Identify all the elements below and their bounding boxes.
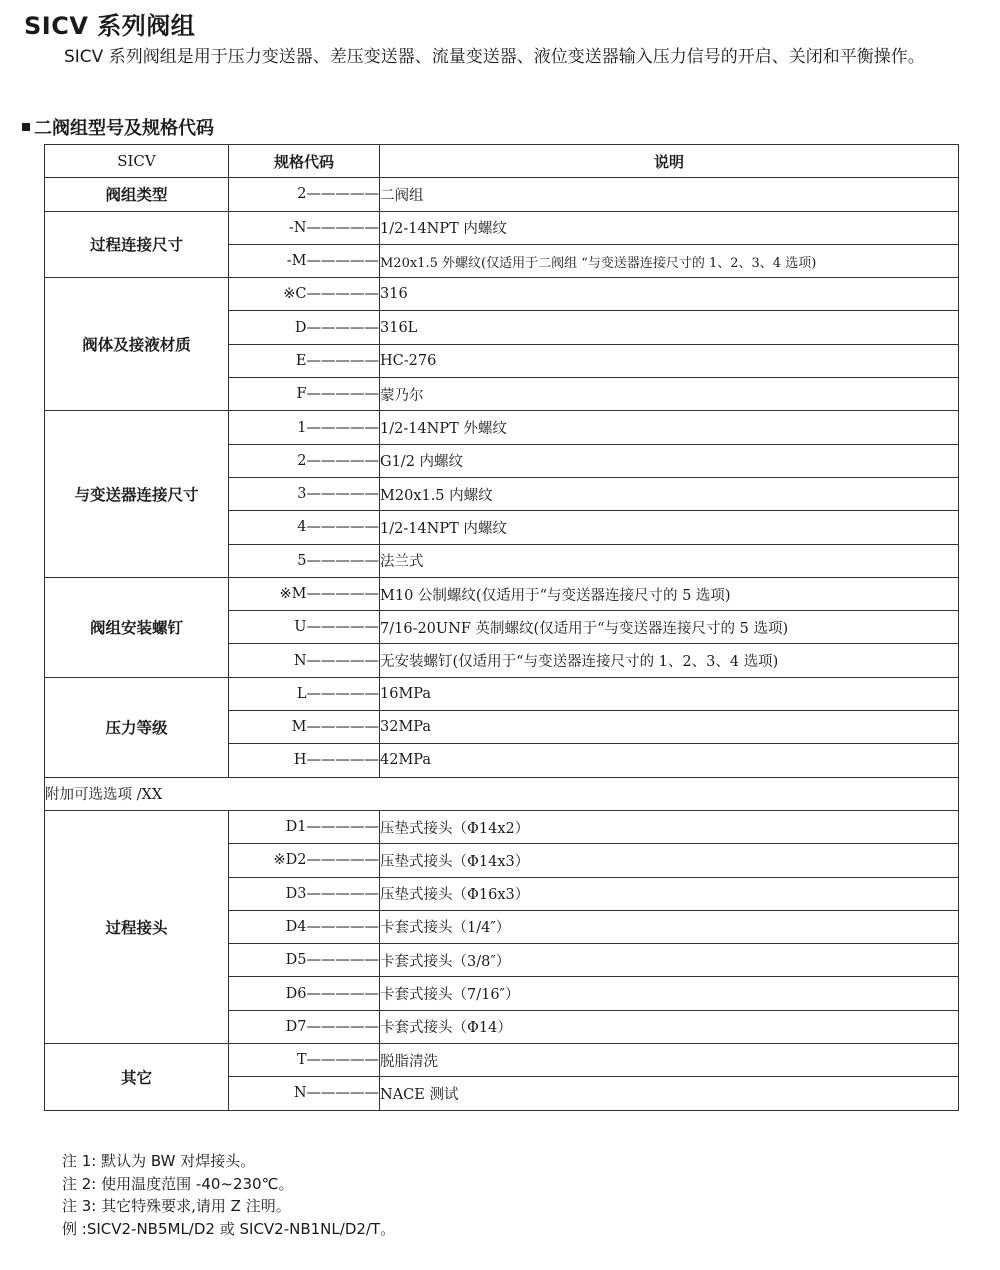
desc-cell: 32MPa [380, 711, 959, 744]
code-cell: 2————— [229, 444, 380, 477]
code-cell: D7————— [229, 1010, 380, 1043]
code-cell: N————— [229, 644, 380, 677]
code-cell: L————— [229, 677, 380, 710]
note-example: 例 :SICV2-NB5ML/D2 或 SICV2-NB1NL/D2/T。 [62, 1219, 396, 1238]
desc-cell: 1/2-14NPT 内螺纹 [380, 211, 959, 244]
spec-table [44, 144, 959, 1111]
group-mounting-screws: 阀组安装螺钉 [45, 577, 229, 677]
group-others: 其它 [45, 1044, 229, 1111]
desc-cell: 42MPa [380, 744, 959, 777]
code-cell: D6————— [229, 977, 380, 1010]
bullet-square-icon [22, 123, 30, 131]
code-cell: 1————— [229, 411, 380, 444]
desc-cell: 压垫式接头（Φ14x2） [380, 810, 959, 843]
desc-cell: NACE 测试 [380, 1077, 959, 1110]
table-row [45, 411, 959, 444]
table-row [45, 178, 959, 211]
code-cell: ※C————— [229, 278, 380, 311]
desc-cell: 1/2-14NPT 外螺纹 [380, 411, 959, 444]
table-row [45, 677, 959, 710]
group-material: 阀体及接液材质 [45, 278, 229, 411]
desc-cell: G1/2 内螺纹 [380, 444, 959, 477]
code-cell: 5————— [229, 544, 380, 577]
page-title: SICV 系列阀组 [24, 12, 196, 40]
table-row [45, 1044, 959, 1077]
table-row [45, 211, 959, 244]
intro-paragraph: SICV 系列阀组是用于压力变送器、差压变送器、流量变送器、液位变送器输入压力信号的开启、关闭和平衡操作。 [64, 47, 925, 67]
group-process-connection: 过程连接尺寸 [45, 211, 229, 278]
desc-cell: 二阀组 [380, 178, 959, 211]
notes-block [62, 1150, 395, 1240]
code-cell: D4————— [229, 910, 380, 943]
table-row [45, 777, 959, 810]
header-description: 说明 [380, 145, 959, 178]
code-cell: H————— [229, 744, 380, 777]
desc-cell: 脱脂清洗 [380, 1044, 959, 1077]
desc-cell: 316 [380, 278, 959, 311]
desc-cell: 无安装螺钉(仅适用于“与变送器连接尺寸的 1、2、3、4 选项) [380, 644, 959, 677]
code-cell: 4————— [229, 511, 380, 544]
code-cell: D————— [229, 311, 380, 344]
desc-cell: 7/16-20UNF 英制螺纹(仅适用于“与变送器连接尺寸的 5 选项) [380, 611, 959, 644]
group-process-fittings: 过程接头 [45, 810, 229, 1043]
code-cell: E————— [229, 344, 380, 377]
table-header-row [45, 145, 959, 178]
desc-cell: 蒙乃尔 [380, 378, 959, 411]
code-cell: D1————— [229, 810, 380, 843]
desc-cell: 法兰式 [380, 544, 959, 577]
note-1: 注 1: 默认为 BW 对焊接头。 [62, 1152, 256, 1170]
desc-cell: M20x1.5 内螺纹 [380, 477, 959, 510]
code-cell: D5————— [229, 944, 380, 977]
header-spec-code: 规格代码 [229, 145, 380, 178]
code-cell: 3————— [229, 477, 380, 510]
code-cell: N————— [229, 1077, 380, 1110]
desc-cell: HC-276 [380, 344, 959, 377]
note-3: 注 3: 其它特殊要求,请用 Z 注明。 [62, 1197, 291, 1215]
code-cell: U————— [229, 611, 380, 644]
desc-cell: 316L [380, 311, 959, 344]
header-sicv: SICV [45, 145, 229, 178]
code-cell: F————— [229, 378, 380, 411]
code-cell: ※M————— [229, 577, 380, 610]
section-title-text: 二阀组型号及规格代码 [34, 118, 214, 139]
desc-cell: 16MPa [380, 677, 959, 710]
code-cell: ※D2————— [229, 844, 380, 877]
desc-cell: M10 公制螺纹(仅适用于“与变送器连接尺寸的 5 选项) [380, 577, 959, 610]
desc-cell: M20x1.5 外螺纹(仅适用于二阀组 “与变送器连接尺寸的 1、2、3、4 选项) [380, 244, 959, 277]
code-cell: -M————— [229, 244, 380, 277]
code-cell: T————— [229, 1044, 380, 1077]
table-row [45, 278, 959, 311]
code-cell: -N————— [229, 211, 380, 244]
group-pressure-rating: 压力等级 [45, 677, 229, 777]
desc-cell: 卡套式接头（3/8″） [380, 944, 959, 977]
note-2: 注 2: 使用温度范围 -40~230℃。 [62, 1174, 294, 1193]
code-cell: M————— [229, 711, 380, 744]
desc-cell: 卡套式接头（7/16″） [380, 977, 959, 1010]
group-valve-type: 阀组类型 [45, 178, 229, 211]
group-transmitter-connection: 与变送器连接尺寸 [45, 411, 229, 577]
code-cell: D3————— [229, 877, 380, 910]
desc-cell: 卡套式接头（Φ14） [380, 1010, 959, 1043]
table-row [45, 810, 959, 843]
desc-cell: 压垫式接头（Φ16x3） [380, 877, 959, 910]
code-cell: 2————— [229, 178, 380, 211]
desc-cell: 压垫式接头（Φ14x3） [380, 844, 959, 877]
desc-cell: 卡套式接头（1/4″） [380, 910, 959, 943]
section-title [22, 114, 214, 140]
table-row [45, 577, 959, 610]
desc-cell: 1/2-14NPT 内螺纹 [380, 511, 959, 544]
extra-options-row: 附加可选选项 /XX [45, 777, 959, 810]
